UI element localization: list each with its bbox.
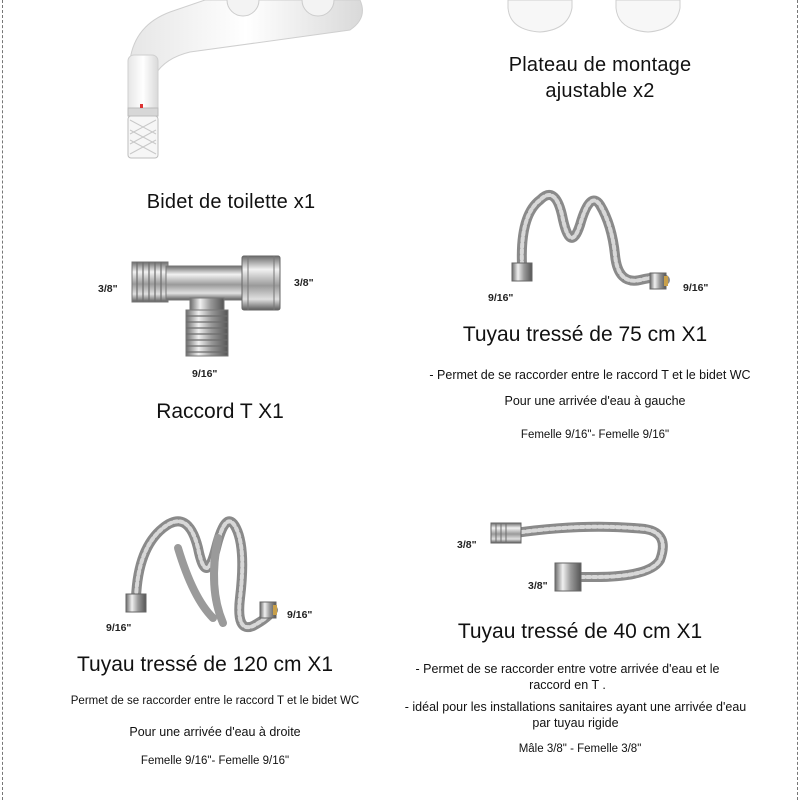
hose-120cm-dim-left: 9/16" bbox=[106, 622, 132, 634]
hose-120cm-image bbox=[118, 508, 298, 643]
hose-40cm-dim-bottom: 3/8" bbox=[528, 580, 548, 592]
hose-40cm-note-2 bbox=[388, 699, 763, 731]
hose-75cm-image bbox=[500, 185, 680, 295]
hose-40cm-note-3: Mâle 3/8" - Femelle 3/8" bbox=[518, 743, 642, 755]
hose-40cm-note-1 bbox=[395, 661, 740, 693]
hose-40cm-dim-top: 3/8" bbox=[457, 539, 477, 551]
hose-40cm-note-2a: - idéal pour les installations sanitaires ayant une arrivée d'eau bbox=[404, 700, 747, 714]
bidet-image bbox=[110, 0, 370, 165]
tee-fitting-image bbox=[130, 248, 300, 363]
hose-120cm-note-1: Permet de se raccorder entre le raccord T et le bidet WC bbox=[70, 695, 360, 707]
hose-40cm-image bbox=[485, 505, 685, 595]
hose-75cm-title: Tuyau tressé de 75 cm X1 bbox=[462, 323, 708, 346]
hose-120cm-note-2: Pour une arrivée d'eau à droite bbox=[129, 725, 301, 739]
mounting-plates-title-line2: ajustable x2 bbox=[545, 80, 655, 102]
frame-border-left bbox=[2, 0, 3, 800]
hose-40cm-note-1b: raccord en T . bbox=[529, 678, 606, 692]
tee-dim-bottom: 9/16" bbox=[192, 368, 218, 380]
hose-75cm-note-3: Femelle 9/16"- Femelle 9/16" bbox=[520, 429, 670, 441]
hose-75cm-note-2: Pour une arrivée d'eau à gauche bbox=[504, 394, 686, 408]
hose-120cm-title: Tuyau tressé de 120 cm X1 bbox=[76, 653, 334, 676]
tee-dim-right: 3/8" bbox=[294, 277, 314, 289]
hose-40cm-note-2b: par tuyau rigide bbox=[532, 716, 619, 730]
mounting-plates-image bbox=[500, 0, 700, 40]
hose-40cm-title: Tuyau tressé de 40 cm X1 bbox=[457, 620, 703, 643]
tee-dim-left: 3/8" bbox=[98, 283, 118, 295]
hose-40cm-note-1a: - Permet de se raccorder entre votre arrivée d'eau et le bbox=[415, 662, 720, 676]
mounting-plates-title-line1: Plateau de montage bbox=[508, 54, 692, 76]
hose-75cm-dim-right: 9/16" bbox=[683, 282, 709, 294]
hose-120cm-note-3: Femelle 9/16"- Femelle 9/16" bbox=[140, 755, 290, 767]
hose-75cm-note-1: - Permet de se raccorder entre le raccord T et le bidet WC bbox=[429, 368, 751, 382]
hose-120cm-dim-right: 9/16" bbox=[287, 609, 313, 621]
bidet-title: Bidet de toilette x1 bbox=[146, 191, 316, 213]
frame-border-right bbox=[797, 0, 798, 800]
hose-75cm-dim-left: 9/16" bbox=[488, 292, 514, 304]
tee-title: Raccord T X1 bbox=[156, 400, 284, 423]
mounting-plates-title bbox=[470, 52, 730, 104]
